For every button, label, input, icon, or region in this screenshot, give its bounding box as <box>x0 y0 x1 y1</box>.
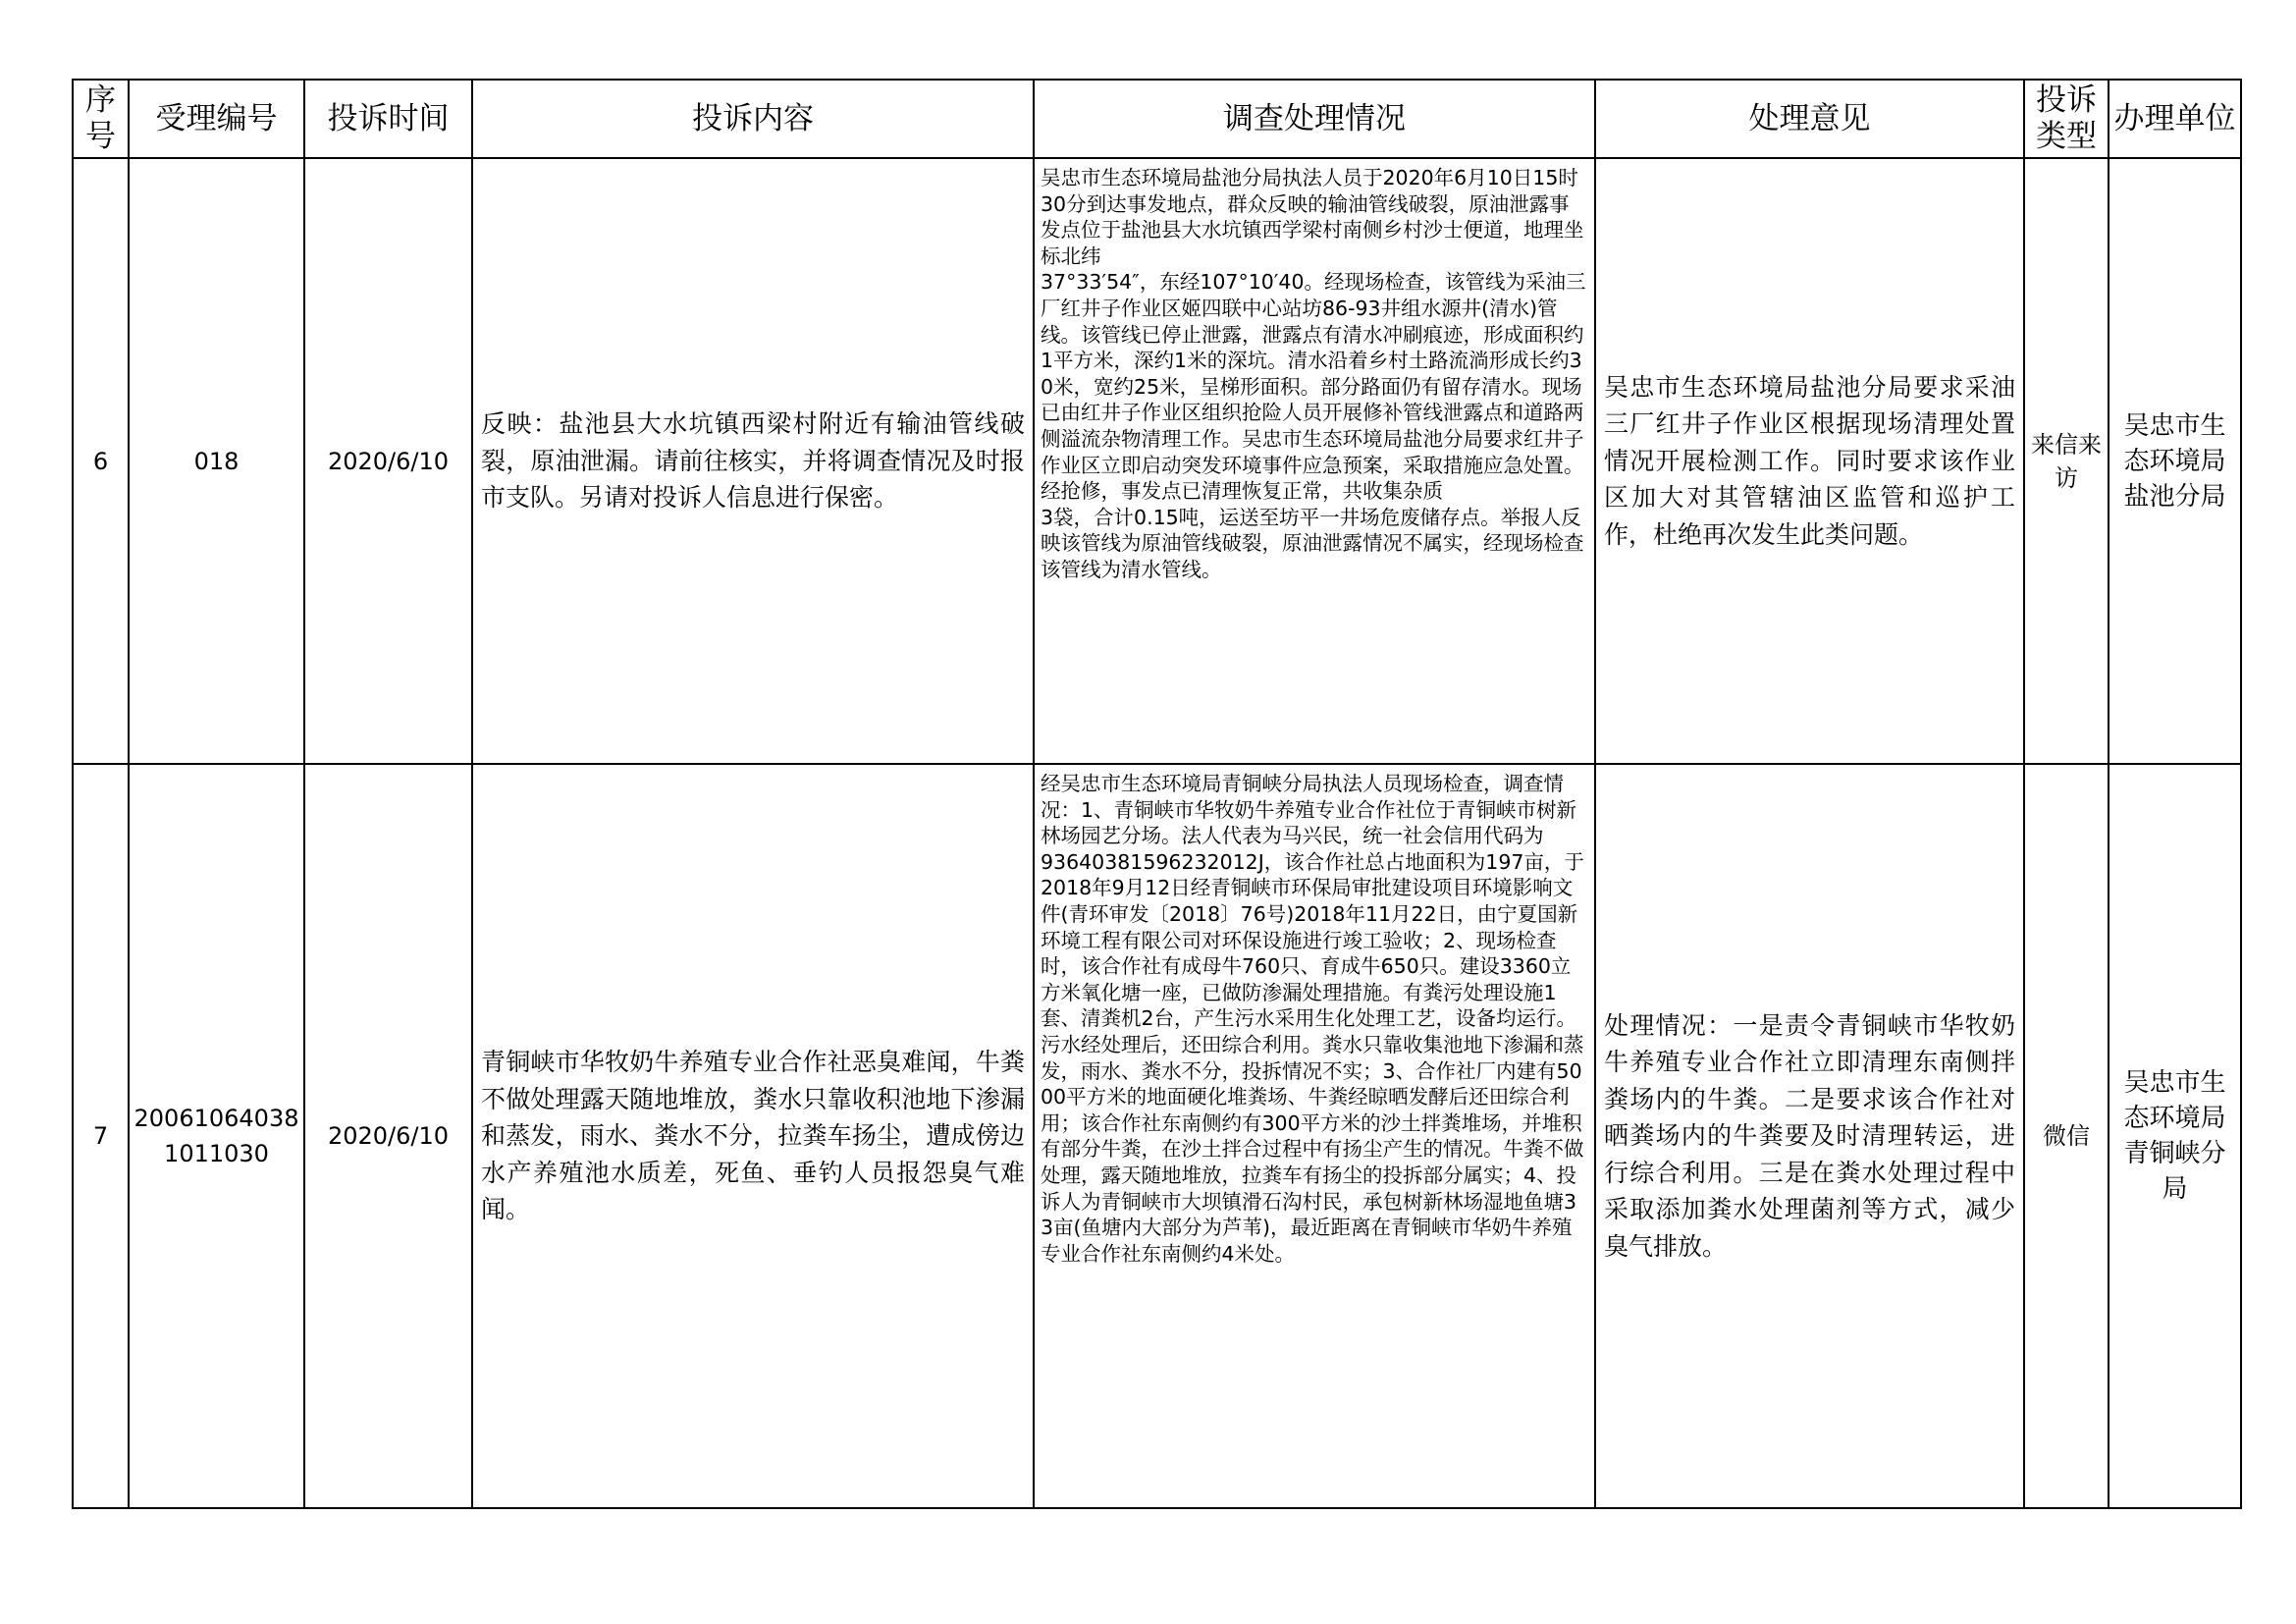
cell-investigation: 吴忠市生态环境局盐池分局执法人员于2020年6月10日15时30分到达事发地点，群众反映的输油管线破裂，原油泄露事发点位于盐池县大水坑镇西学梁村南侧乡村沙士便道，地理坐标北纬 37°33′54″，东经107°10′40。经现场检查，该管线为采油三厂红井子作业区姬四联中心站坊86-93井组水源井(清水)管线。该管线已停止泄露，泄露点有清水冲刷痕迹，形成面积约1平方米，深约1米的深坑。清水沿着乡村土路流淌形成长约30米，宽约25米，呈梯形面积。部分路面仍有留存清水。现场已由红井子作业区组织抢险人员开展修补管线泄露点和道路两侧溢流杂物清理工作。吴忠市生态环境局盐池分局要求红井子作业区立即启动突发环境事件应急预案，采取措施应急处置。经抢修，事发点已清理恢复正常，共收集杂质 3袋，合计0.15吨，运送至坊平一井场危废储存点。举报人反映该管线为原油管线破裂，原油泄露情况不属实，经现场检查该管线为清水管线。 <box>1034 158 1595 764</box>
header-opinion: 处理意见 <box>1595 80 2024 158</box>
cell-handling-unit: 吴忠市生态环境局青铜峡分局 <box>2109 764 2241 1508</box>
cell-complaint-type: 微信 <box>2024 764 2109 1508</box>
cell-acceptance-no: 018 <box>129 158 304 764</box>
cell-opinion: 吴忠市生态环境局盐池分局要求采油三厂红井子作业区根据现场清理处置情况开展检测工作。同时要求该作业区加大对其管辖油区监管和巡护工作，杜绝再次发生此类问题。 <box>1595 158 2024 764</box>
cell-seq: 6 <box>73 158 129 764</box>
table-row <box>73 158 2241 764</box>
cell-complaint-content: 青铜峡市华牧奶牛养殖专业合作社恶臭难闻，牛粪不做处理露天随地堆放，粪水只靠收积池地下渗漏和蒸发，雨水、粪水不分，拉粪车扬尘，遭成傍边水产养殖池水质差，死鱼、垂钓人员报怨臭气难闻。 <box>472 764 1034 1508</box>
header-investigation: 调查处理情况 <box>1034 80 1595 158</box>
table-row <box>73 764 2241 1508</box>
cell-handling-unit: 吴忠市生态环境局盐池分局 <box>2109 158 2241 764</box>
header-seq: 序号 <box>73 80 129 158</box>
cell-complaint-time: 2020/6/10 <box>304 764 472 1508</box>
cell-complaint-time: 2020/6/10 <box>304 158 472 764</box>
complaints-table <box>72 79 2242 1509</box>
header-acceptance-no: 受理编号 <box>129 80 304 158</box>
cell-complaint-content: 反映：盐池县大水坑镇西梁村附近有输油管线破裂，原油泄漏。请前往核实，并将调查情况及时报市支队。另请对投诉人信息进行保密。 <box>472 158 1034 764</box>
header-complaint-time: 投诉时间 <box>304 80 472 158</box>
header-complaint-content: 投诉内容 <box>472 80 1034 158</box>
cell-complaint-type: 来信来访 <box>2024 158 2109 764</box>
cell-investigation: 经吴忠市生态环境局青铜峡分局执法人员现场检查，调查情况：1、青铜峡市华牧奶牛养殖专业合作社位于青铜峡市树新林场园艺分场。法人代表为马兴民，统一社会信用代码为 93640381596232012J，该合作社总占地面积为197亩，于2018年9月12日经青铜峡市环保局审批建设项目环境影响文件(青环审发〔2018〕76号)2018年11月22日，由宁夏国新环境工程有限公司对环保设施进行竣工验收；2、现场检查时，该合作社有成母牛760只、育成牛650只。建设3360立方米氧化塘一座，已做防渗漏处理措施。有粪污处理设施1套、清粪机2台，产生污水采用生化处理工艺，设备均运行。污水经处理后，还田综合利用。粪水只靠收集池地下渗漏和蒸发，雨水、粪水不分，投拆情况不实；3、合作社厂内建有5000平方米的地面硬化堆粪场、牛粪经晾晒发酵后还田综合利用；该合作社东南侧约有300平方米的沙土拌粪堆场，并堆积有部分牛粪，在沙土拌合过程中有扬尘产生的情况。牛粪不做处理，露天随地堆放，拉粪车有扬尘的投拆部分属实；4、投诉人为青铜峡市大坝镇滑石沟村民，承包树新林场湿地鱼塘33亩(鱼塘内大部分为芦苇)，最近距离在青铜峡市华奶牛养殖专业合作社东南侧约4米处。 <box>1034 764 1595 1508</box>
header-complaint-type: 投诉类型 <box>2024 80 2109 158</box>
header-handling-unit: 办理单位 <box>2109 80 2241 158</box>
cell-opinion: 处理情况：一是责令青铜峡市华牧奶牛养殖专业合作社立即清理东南侧拌粪场内的牛粪。二是要求该合作社对晒粪场内的牛粪要及时清理转运，进行综合利用。三是在粪水处理过程中采取添加粪水处理菌剂等方式，减少臭气排放。 <box>1595 764 2024 1508</box>
cell-seq: 7 <box>73 764 129 1508</box>
header-row <box>73 80 2241 158</box>
cell-acceptance-no: 200610640381011030 <box>129 764 304 1508</box>
